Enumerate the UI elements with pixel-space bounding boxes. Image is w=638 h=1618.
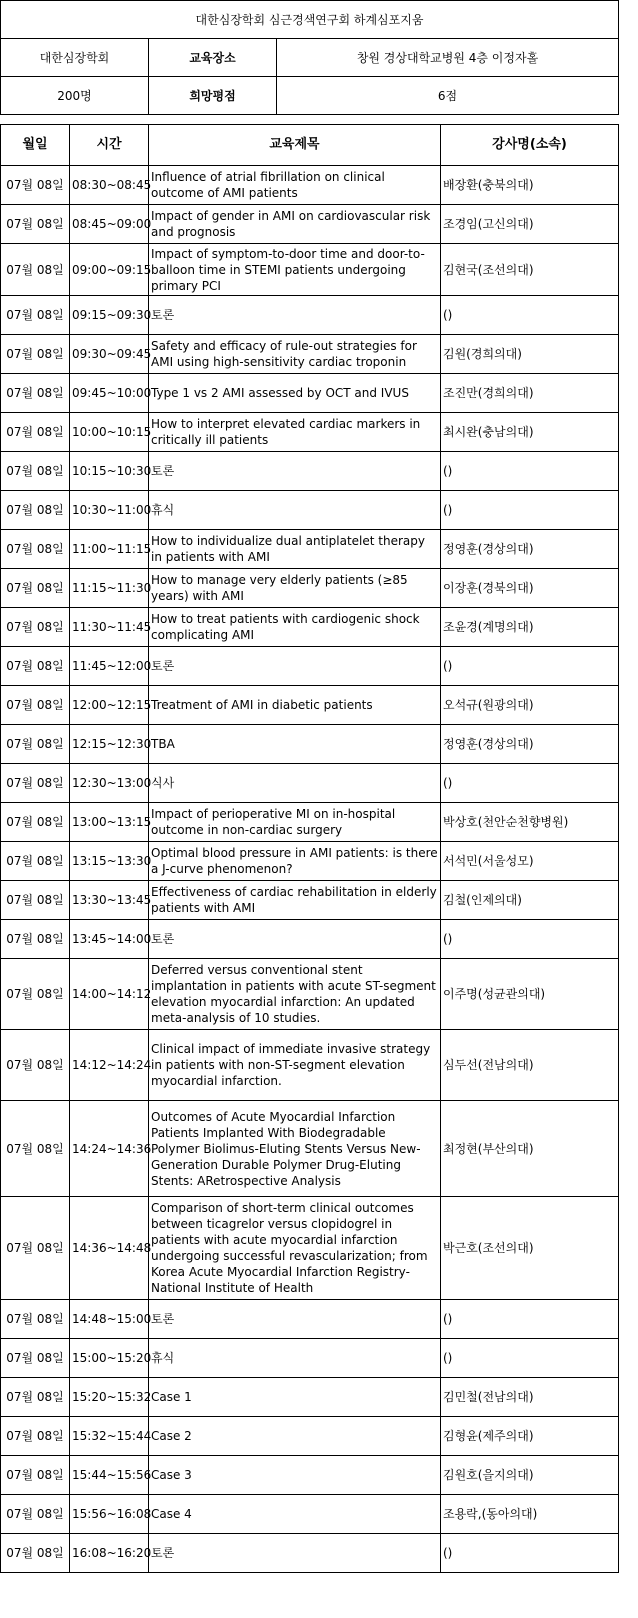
session-title: Treatment of AMI in diabetic patients: [149, 686, 441, 725]
session-time: 15:44~15:56: [70, 1456, 149, 1495]
session-date: 07월 08일: [1, 296, 70, 335]
session-title: Impact of perioperative MI on in-hospital outcome in non-cardiac surgery: [149, 803, 441, 842]
session-title: Impact of symptom-to-door time and door-to-balloon time in STEMI patients undergoing primary PCI: [149, 244, 441, 296]
table-row: [1, 920, 619, 959]
session-title: Outcomes of Acute Myocardial Infarction Patients Implanted With Biodegradable Polymer Biolimus-Eluting Stents Versus New-Generation Durable Polymer Drug-Eluting Stents: ARetrospective Analysis: [149, 1101, 441, 1197]
session-title: 휴식: [149, 1339, 441, 1378]
session-speaker: (): [441, 1534, 619, 1573]
session-time: 14:00~14:12: [70, 959, 149, 1030]
session-speaker: (): [441, 920, 619, 959]
session-speaker: (): [441, 647, 619, 686]
session-date: 07월 08일: [1, 205, 70, 244]
session-date: 07월 08일: [1, 1456, 70, 1495]
session-time: 14:12~14:24: [70, 1030, 149, 1101]
session-date: 07월 08일: [1, 166, 70, 205]
session-title: 토론: [149, 296, 441, 335]
session-date: 07월 08일: [1, 374, 70, 413]
session-date: 07월 08일: [1, 1534, 70, 1573]
session-time: 15:56~16:08: [70, 1495, 149, 1534]
score-value: 6점: [277, 77, 619, 115]
session-date: 07월 08일: [1, 244, 70, 296]
session-time: 15:00~15:20: [70, 1339, 149, 1378]
session-date: 07월 08일: [1, 920, 70, 959]
session-speaker: (): [441, 491, 619, 530]
session-title: 토론: [149, 647, 441, 686]
session-date: 07월 08일: [1, 1417, 70, 1456]
schedule-body: [1, 166, 619, 1573]
session-time: 12:00~12:15: [70, 686, 149, 725]
table-row: [1, 1030, 619, 1101]
session-title: Deferred versus conventional stent implantation in patients with acute ST-segment elevation myocardial infarction: An updated meta-analysis of 10 studies.: [149, 959, 441, 1030]
table-row: [1, 1534, 619, 1573]
table-row: [1, 335, 619, 374]
session-title: Comparison of short-term clinical outcomes between ticagrelor versus clopidogrel in patients with acute myocardial infarction undergoing successful revascularization; from Korea Acute Myocardial Infarction Registry-National Institute of Health: [149, 1197, 441, 1300]
session-time: 13:00~13:15: [70, 803, 149, 842]
session-time: 14:36~14:48: [70, 1197, 149, 1300]
session-title: Safety and efficacy of rule-out strategies for AMI using high-sensitivity cardiac troponin: [149, 335, 441, 374]
session-date: 07월 08일: [1, 413, 70, 452]
schedule-table: [0, 124, 619, 1573]
table-row: [1, 1101, 619, 1197]
table-row: [1, 881, 619, 920]
session-speaker: 정영훈(경상의대): [441, 530, 619, 569]
organizer: 대한심장학회: [1, 39, 149, 77]
session-speaker: 최정현(부산의대): [441, 1101, 619, 1197]
info-table: [0, 0, 619, 115]
table-row: [1, 166, 619, 205]
schedule-header-row: [1, 125, 619, 166]
table-row: [1, 1417, 619, 1456]
session-date: 07월 08일: [1, 647, 70, 686]
session-title: TBA: [149, 725, 441, 764]
event-title: 대한심장학회 심근경색연구회 하계심포지움: [1, 1, 619, 39]
place-label: 교육장소: [149, 39, 277, 77]
session-date: 07월 08일: [1, 881, 70, 920]
session-time: 12:15~12:30: [70, 725, 149, 764]
session-speaker: 김원호(을지의대): [441, 1456, 619, 1495]
session-date: 07월 08일: [1, 959, 70, 1030]
session-speaker: 김형윤(제주의대): [441, 1417, 619, 1456]
session-date: 07월 08일: [1, 335, 70, 374]
session-time: 09:00~09:15: [70, 244, 149, 296]
table-row: [1, 491, 619, 530]
session-time: 14:24~14:36: [70, 1101, 149, 1197]
table-row: [1, 1495, 619, 1534]
session-speaker: 조경임(고신의대): [441, 205, 619, 244]
session-speaker: (): [441, 1300, 619, 1339]
session-title: Optimal blood pressure in AMI patients: is there a J-curve phenomenon?: [149, 842, 441, 881]
session-title: 토론: [149, 920, 441, 959]
table-row: [1, 647, 619, 686]
session-time: 13:15~13:30: [70, 842, 149, 881]
session-date: 07월 08일: [1, 803, 70, 842]
table-row: [1, 959, 619, 1030]
session-date: 07월 08일: [1, 1101, 70, 1197]
session-speaker: 박상호(천안순천향병원): [441, 803, 619, 842]
session-time: 15:32~15:44: [70, 1417, 149, 1456]
table-row: [1, 530, 619, 569]
session-time: 08:30~08:45: [70, 166, 149, 205]
table-row: [1, 244, 619, 296]
session-speaker: 김철(인제의대): [441, 881, 619, 920]
session-title: Clinical impact of immediate invasive strategy in patients with non-ST-segment elevation myocardial infarction.: [149, 1030, 441, 1101]
table-row: [1, 296, 619, 335]
session-time: 10:30~11:00: [70, 491, 149, 530]
table-row: [1, 1456, 619, 1495]
session-speaker: 최시완(충남의대): [441, 413, 619, 452]
session-date: 07월 08일: [1, 842, 70, 881]
session-title: Case 2: [149, 1417, 441, 1456]
table-row: [1, 413, 619, 452]
session-time: 15:20~15:32: [70, 1378, 149, 1417]
session-time: 12:30~13:00: [70, 764, 149, 803]
session-time: 09:45~10:00: [70, 374, 149, 413]
session-time: 13:45~14:00: [70, 920, 149, 959]
session-time: 11:00~11:15: [70, 530, 149, 569]
session-date: 07월 08일: [1, 491, 70, 530]
session-title: Type 1 vs 2 AMI assessed by OCT and IVUS: [149, 374, 441, 413]
session-date: 07월 08일: [1, 764, 70, 803]
table-row: [1, 1197, 619, 1300]
session-time: 10:00~10:15: [70, 413, 149, 452]
session-date: 07월 08일: [1, 686, 70, 725]
session-title: Effectiveness of cardiac rehabilitation in elderly patients with AMI: [149, 881, 441, 920]
session-speaker: 조진만(경희의대): [441, 374, 619, 413]
session-time: 10:15~10:30: [70, 452, 149, 491]
session-date: 07월 08일: [1, 530, 70, 569]
session-time: 13:30~13:45: [70, 881, 149, 920]
session-speaker: 배장환(충북의대): [441, 166, 619, 205]
session-speaker: (): [441, 452, 619, 491]
session-title: 토론: [149, 1300, 441, 1339]
session-title: 토론: [149, 1534, 441, 1573]
column-header-time: 시간: [70, 125, 149, 166]
session-date: 07월 08일: [1, 1030, 70, 1101]
session-time: 11:45~12:00: [70, 647, 149, 686]
session-date: 07월 08일: [1, 1197, 70, 1300]
session-date: 07월 08일: [1, 608, 70, 647]
session-date: 07월 08일: [1, 1378, 70, 1417]
session-time: 11:30~11:45: [70, 608, 149, 647]
session-title: 토론: [149, 452, 441, 491]
session-speaker: (): [441, 764, 619, 803]
table-row: [1, 842, 619, 881]
capacity: 200명: [1, 77, 149, 115]
session-title: Case 1: [149, 1378, 441, 1417]
session-speaker: 김원(경희의대): [441, 335, 619, 374]
session-title: How to interpret elevated cardiac markers in critically ill patients: [149, 413, 441, 452]
session-title: 식사: [149, 764, 441, 803]
session-date: 07월 08일: [1, 1300, 70, 1339]
table-row: [1, 803, 619, 842]
session-time: 16:08~16:20: [70, 1534, 149, 1573]
table-row: [1, 452, 619, 491]
session-title: Case 4: [149, 1495, 441, 1534]
session-time: 14:48~15:00: [70, 1300, 149, 1339]
session-speaker: 박근호(조선의대): [441, 1197, 619, 1300]
session-speaker: 조윤경(계명의대): [441, 608, 619, 647]
score-label: 희망평점: [149, 77, 277, 115]
table-row: [1, 205, 619, 244]
table-row: [1, 608, 619, 647]
session-speaker: 오석규(원광의대): [441, 686, 619, 725]
session-time: 09:15~09:30: [70, 296, 149, 335]
place-value: 창원 경상대학교병원 4층 이정자홀: [277, 39, 619, 77]
session-time: 09:30~09:45: [70, 335, 149, 374]
session-time: 08:45~09:00: [70, 205, 149, 244]
session-time: 11:15~11:30: [70, 569, 149, 608]
table-row: [1, 1300, 619, 1339]
session-speaker: (): [441, 1339, 619, 1378]
session-speaker: 심두선(전남의대): [441, 1030, 619, 1101]
table-row: [1, 1339, 619, 1378]
session-title: Case 3: [149, 1456, 441, 1495]
session-speaker: 정영훈(경상의대): [441, 725, 619, 764]
session-title: Impact of gender in AMI on cardiovascular risk and prognosis: [149, 205, 441, 244]
table-row: [1, 374, 619, 413]
session-date: 07월 08일: [1, 569, 70, 608]
session-title: 휴식: [149, 491, 441, 530]
session-date: 07월 08일: [1, 1495, 70, 1534]
session-title: How to manage very elderly patients (≥85 years) with AMI: [149, 569, 441, 608]
session-speaker: 이장훈(경북의대): [441, 569, 619, 608]
session-date: 07월 08일: [1, 725, 70, 764]
session-title: How to treat patients with cardiogenic shock complicating AMI: [149, 608, 441, 647]
session-title: How to individualize dual antiplatelet therapy in patients with AMI: [149, 530, 441, 569]
table-row: [1, 569, 619, 608]
session-date: 07월 08일: [1, 452, 70, 491]
column-header-speaker: 강사명(소속): [441, 125, 619, 166]
session-speaker: 김민철(전남의대): [441, 1378, 619, 1417]
table-row: [1, 1378, 619, 1417]
session-speaker: 조용락,(동아의대): [441, 1495, 619, 1534]
session-date: 07월 08일: [1, 1339, 70, 1378]
table-row: [1, 764, 619, 803]
table-row: [1, 686, 619, 725]
session-speaker: 이주명(성균관의대): [441, 959, 619, 1030]
column-header-title: 교육제목: [149, 125, 441, 166]
session-title: Influence of atrial fibrillation on clinical outcome of AMI patients: [149, 166, 441, 205]
column-header-date: 월일: [1, 125, 70, 166]
session-speaker: (): [441, 296, 619, 335]
session-speaker: 김현국(조선의대): [441, 244, 619, 296]
session-speaker: 서석민(서울성모): [441, 842, 619, 881]
table-row: [1, 725, 619, 764]
